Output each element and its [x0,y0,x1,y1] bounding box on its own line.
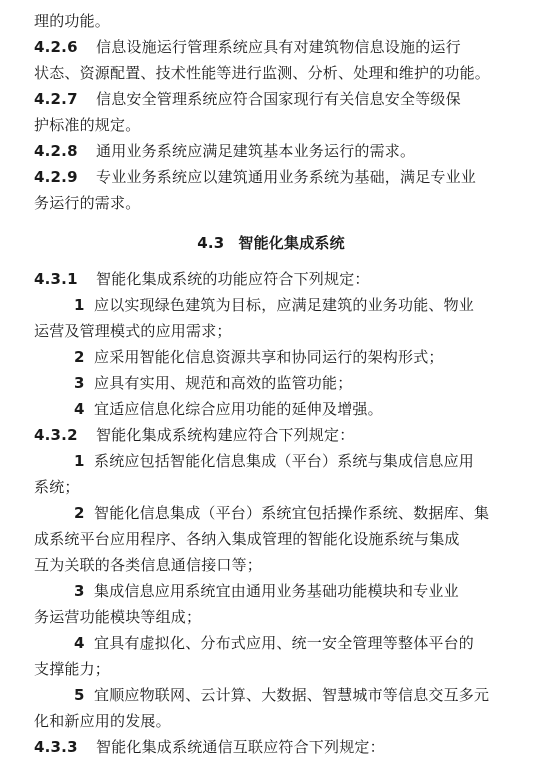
text-line: 成系统平台应用程序、各纳入集成管理的智能化设施系统与集成 [34,530,460,548]
section-heading [34,230,508,256]
item-number: 1 [74,296,85,314]
item-number: 5 [74,686,85,704]
list-item: 4 宜具有虚拟化、分布式应用、统一安全管理等整体平台的 [34,630,508,656]
text-line: 系统； [34,478,80,496]
list-item: 1 应以实现绿色建筑为目标，应满足建筑的业务功能、物业 [34,292,508,318]
clause-number: 4.2.6 [34,38,78,56]
text-line: 互为关联的各类信息通信接口等； [34,556,263,574]
clause-4-2-6 [34,34,508,60]
item-number: 3 [74,374,85,392]
clause-number: 4.2.7 [34,90,78,108]
list-item: 1 系统应包括智能化信息集成（平台）系统与集成信息应用 [34,448,508,474]
item-number: 2 [74,504,85,522]
text-line: 状态、资源配置、技术性能等进行监测、分析、处理和维护的功能。 [34,64,491,82]
clause-number: 4.3.2 [34,426,78,444]
list-item: 4 宜适应信息化综合应用功能的延伸及增强。 [34,396,508,422]
clause-number: 4.3.1 [34,270,78,288]
list-item: 3 应具有实用、规范和高效的监管功能； [34,370,508,396]
item-number: 3 [74,582,85,600]
clause-4-3-2 [34,422,508,448]
clause-text: 智能化集成系统构建应符合下列规定： [96,426,355,444]
clause-text: 信息设施运行管理系统应具有对建筑物信息设施的运行 [96,38,461,56]
text-line: 务运营功能模块等组成； [34,608,202,626]
text-line: 支撑能力； [34,660,111,678]
clause-text: 通用业务系统应满足建筑基本业务运行的需求。 [96,142,416,160]
text-line: 化和新应用的发展。 [34,712,171,730]
list-item: 2 应采用智能化信息资源共享和协同运行的架构形式； [34,344,508,370]
clause-4-2-9 [34,164,508,190]
text-line: 运营及管理模式的应用需求； [34,322,232,340]
clause-number: 4.3.3 [34,738,78,756]
section-title: 智能化集成系统 [238,234,345,252]
text-line: 理的功能。 [34,12,111,30]
clause-number: 4.2.9 [34,168,78,186]
item-number: 4 [74,400,85,418]
clause-4-2-8 [34,138,508,164]
clause-text: 智能化集成系统通信互联应符合下列规定： [96,738,385,756]
list-item: 5 宜顺应物联网、云计算、大数据、智慧城市等信息交互多元 [34,682,508,708]
list-item: 3 集成信息应用系统宜由通用业务基础功能模块和专业业 [34,578,508,604]
clause-text: 专业业务系统应以建筑通用业务系统为基础，满足专业业 [96,168,477,186]
item-number: 4 [74,634,85,652]
item-number: 2 [74,348,85,366]
text-line: 护标准的规定。 [34,116,141,134]
text-line: 务运行的需求。 [34,194,141,212]
clause-4-2-7 [34,86,508,112]
clause-number: 4.2.8 [34,142,78,160]
clause-text: 智能化集成系统的功能应符合下列规定： [96,270,370,288]
clause-4-3-3 [34,734,508,760]
section-number: 4.3 [197,234,225,252]
item-number: 1 [74,452,85,470]
clause-4-3-1 [34,266,508,292]
list-item: 2 智能化信息集成（平台）系统宜包括操作系统、数据库、集 [34,500,508,526]
clause-text: 信息安全管理系统应符合国家现行有关信息安全等级保 [96,90,461,108]
